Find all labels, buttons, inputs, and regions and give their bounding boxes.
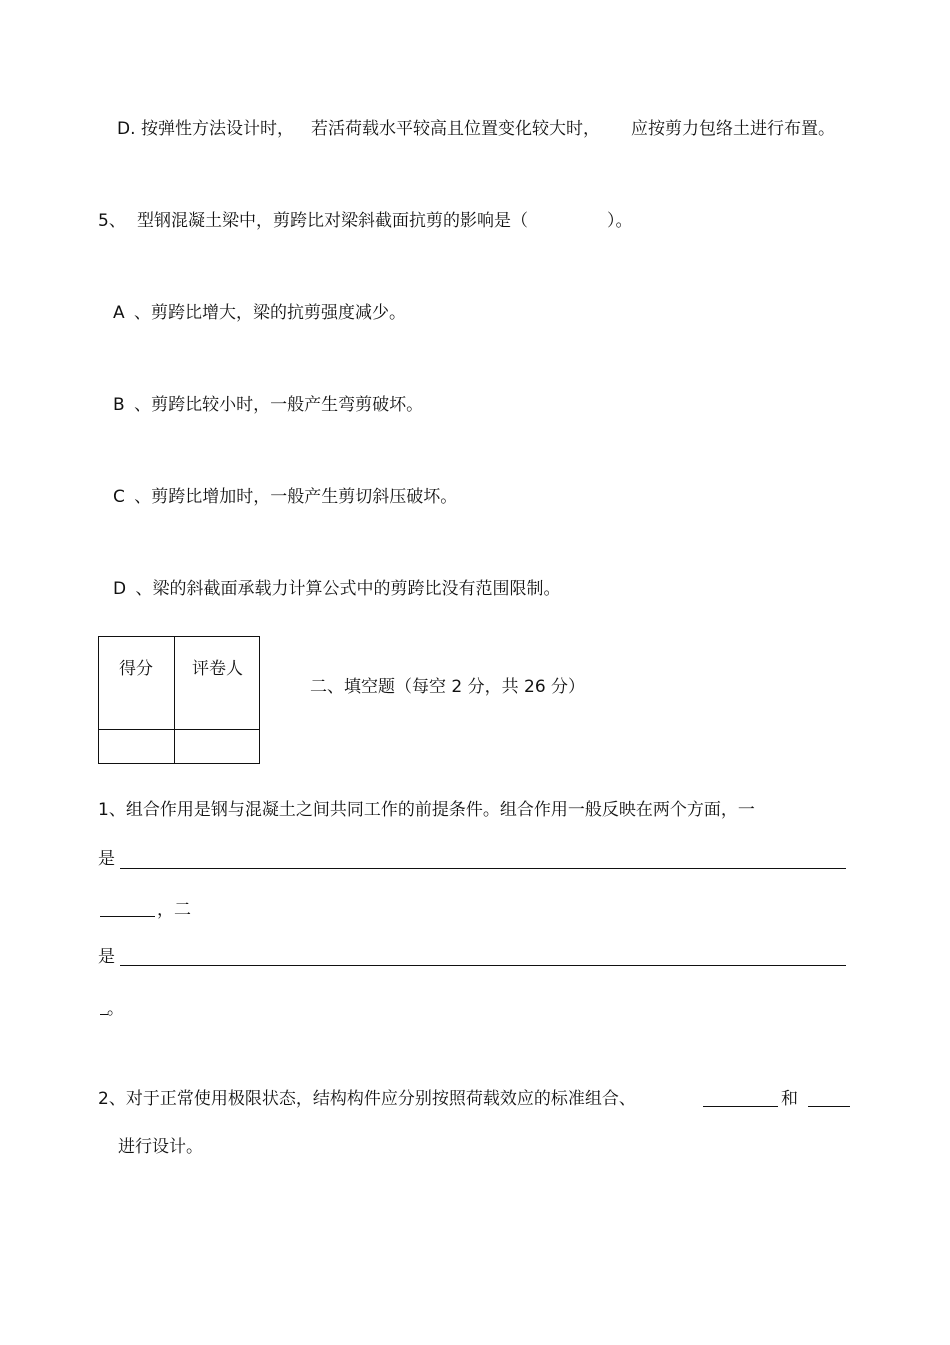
q4-option-d-part3: 应按剪力包络土进行布置。 <box>631 119 835 139</box>
fill1-shi1: 是 <box>98 849 115 869</box>
q5-option-a-text: 、剪跨比增大，梁的抗剪强度减少。 <box>134 303 407 323</box>
q5-option-c <box>113 489 457 506</box>
q4-option-d-letter: D. <box>117 119 136 139</box>
q5-option-a <box>113 305 406 322</box>
score-label: 得分 <box>119 659 153 679</box>
fill1-shi2: 是 <box>98 947 115 967</box>
fill2-blank1[interactable] <box>703 1106 778 1107</box>
fill2-he: 和 <box>781 1089 798 1109</box>
fill1-blank1[interactable] <box>120 868 846 869</box>
q4-option-d <box>117 121 136 138</box>
q5-option-c-letter: C <box>113 487 125 507</box>
fill1-er: ，二 <box>157 900 191 920</box>
q5-option-d <box>113 581 561 598</box>
fill1-end: 。 <box>107 999 124 1019</box>
score-cell[interactable] <box>99 730 174 764</box>
fill2-line2: 进行设计。 <box>118 1137 203 1157</box>
q5-option-b <box>113 397 423 414</box>
fill1-blank1-cont[interactable] <box>100 916 155 917</box>
section2-title: 二、填空题（每空 2 分，共 26 分） <box>310 677 586 697</box>
fill1-line1: 1、组合作用是钢与混凝土之间共同工作的前提条件。组合作用一般反映在两个方面，一 <box>98 800 755 820</box>
score-table <box>98 636 260 764</box>
grader-label: 评卷人 <box>192 659 243 679</box>
q4-option-d-part1: 按弹性方法设计时， <box>141 119 294 139</box>
q5-option-b-text: 、剪跨比较小时，一般产生弯剪破坏。 <box>134 395 424 415</box>
q5-number: 5、 <box>98 211 126 231</box>
q5-option-b-letter: B <box>113 395 125 415</box>
q5-option-d-text: 、梁的斜截面承载力计算公式中的剪跨比没有范围限制。 <box>135 579 561 599</box>
q5-stem-end: ）。 <box>607 211 633 231</box>
q5-stem: 型钢混凝土梁中，剪跨比对梁斜截面抗剪的影响是（ <box>137 211 528 231</box>
q4-option-d-part2: 若活荷载水平较高且位置变化较大时， <box>311 119 600 139</box>
fill2-blank2[interactable] <box>808 1106 850 1107</box>
q5-option-c-text: 、剪跨比增加时，一般产生剪切斜压破坏。 <box>134 487 458 507</box>
fill1-blank2[interactable] <box>120 965 846 966</box>
q5-option-a-letter: A <box>113 303 125 323</box>
grader-cell[interactable] <box>175 730 259 764</box>
q5-option-d-letter: D <box>113 579 127 599</box>
fill2-line1: 2、对于正常使用极限状态，结构构件应分别按照荷载效应的标准组合、 <box>98 1089 636 1109</box>
